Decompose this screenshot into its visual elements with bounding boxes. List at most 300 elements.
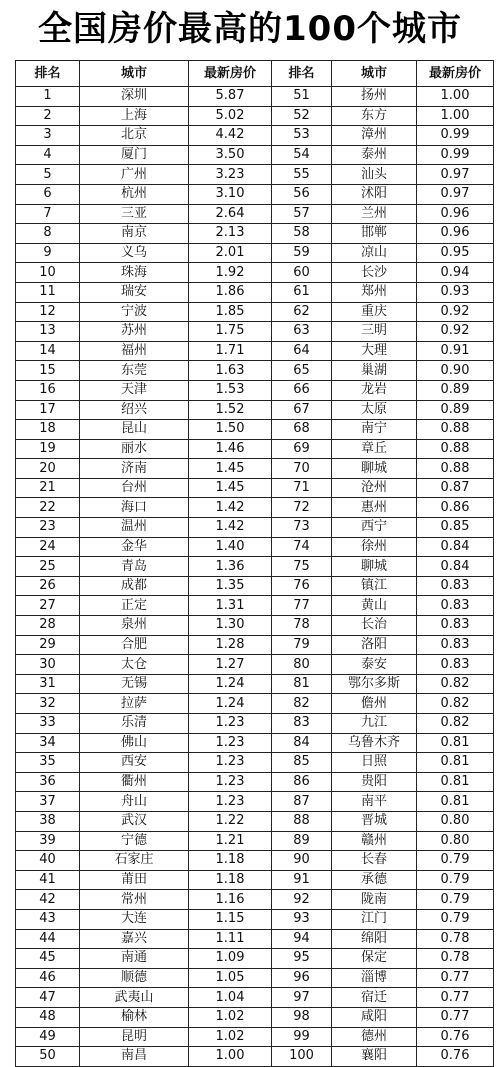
header-city-left: 城市 <box>80 61 189 87</box>
price-cell: 1.45 <box>189 459 272 479</box>
price-cell: 0.89 <box>417 380 494 400</box>
price-cell: 1.09 <box>189 949 272 969</box>
rank-cell: 77 <box>272 596 332 616</box>
price-cell: 0.85 <box>417 518 494 538</box>
table-row <box>16 204 494 224</box>
rank-cell: 22 <box>16 498 80 518</box>
table-row <box>16 1047 494 1067</box>
city-cell: 长沙 <box>332 263 417 283</box>
table-row <box>16 890 494 910</box>
price-cell: 1.05 <box>189 968 272 988</box>
price-cell: 1.63 <box>189 361 272 381</box>
city-cell: 武夷山 <box>80 988 189 1008</box>
rank-cell: 43 <box>16 909 80 929</box>
city-cell: 大理 <box>332 341 417 361</box>
rank-cell: 38 <box>16 811 80 831</box>
city-cell: 拉萨 <box>80 694 189 714</box>
city-cell: 凉山 <box>332 243 417 263</box>
rank-cell: 86 <box>272 772 332 792</box>
table-row <box>16 596 494 616</box>
rank-cell: 65 <box>272 361 332 381</box>
city-cell: 九江 <box>332 714 417 734</box>
rank-cell: 35 <box>16 753 80 773</box>
price-cell: 0.97 <box>417 184 494 204</box>
rank-cell: 99 <box>272 1027 332 1047</box>
rank-cell: 33 <box>16 714 80 734</box>
price-cell: 1.50 <box>189 420 272 440</box>
price-cell: 0.83 <box>417 616 494 636</box>
rank-cell: 95 <box>272 949 332 969</box>
city-cell: 嘉兴 <box>80 929 189 949</box>
rank-cell: 36 <box>16 772 80 792</box>
city-cell: 海口 <box>80 498 189 518</box>
city-cell: 义乌 <box>80 243 189 263</box>
table-row <box>16 282 494 302</box>
rank-cell: 15 <box>16 361 80 381</box>
rank-cell: 28 <box>16 616 80 636</box>
rank-cell: 70 <box>272 459 332 479</box>
rank-cell: 49 <box>16 1027 80 1047</box>
city-cell: 惠州 <box>332 498 417 518</box>
header-rank-left: 排名 <box>16 61 80 87</box>
city-cell: 龙岩 <box>332 380 417 400</box>
table-row <box>16 870 494 890</box>
price-cell: 0.80 <box>417 811 494 831</box>
rank-cell: 16 <box>16 380 80 400</box>
city-cell: 北京 <box>80 126 189 146</box>
city-cell: 金华 <box>80 537 189 557</box>
price-cell: 1.11 <box>189 929 272 949</box>
price-cell: 0.78 <box>417 949 494 969</box>
price-cell: 2.01 <box>189 243 272 263</box>
rank-cell: 12 <box>16 302 80 322</box>
rank-cell: 17 <box>16 400 80 420</box>
price-cell: 1.02 <box>189 1027 272 1047</box>
price-cell: 1.52 <box>189 400 272 420</box>
rank-cell: 73 <box>272 518 332 538</box>
city-cell: 舟山 <box>80 792 189 812</box>
rank-cell: 87 <box>272 792 332 812</box>
price-cell: 1.00 <box>189 1047 272 1067</box>
rank-cell: 84 <box>272 733 332 753</box>
price-cell: 0.79 <box>417 890 494 910</box>
table-row <box>16 184 494 204</box>
price-cell: 1.30 <box>189 616 272 636</box>
table-row <box>16 224 494 244</box>
table-body <box>16 87 494 1067</box>
price-cell: 1.35 <box>189 576 272 596</box>
city-cell: 徐州 <box>332 537 417 557</box>
table-row <box>16 498 494 518</box>
city-cell: 儋州 <box>332 694 417 714</box>
city-cell: 武汉 <box>80 811 189 831</box>
price-cell: 0.83 <box>417 635 494 655</box>
city-cell: 扬州 <box>332 87 417 107</box>
rank-cell: 37 <box>16 792 80 812</box>
city-cell: 上海 <box>80 106 189 126</box>
price-cell: 0.76 <box>417 1027 494 1047</box>
table-row <box>16 165 494 185</box>
rank-cell: 89 <box>272 831 332 851</box>
price-cell: 0.78 <box>417 929 494 949</box>
table-row <box>16 792 494 812</box>
rank-cell: 21 <box>16 478 80 498</box>
price-cell: 0.80 <box>417 831 494 851</box>
city-cell: 太仓 <box>80 655 189 675</box>
rank-cell: 56 <box>272 184 332 204</box>
city-cell: 厦门 <box>80 145 189 165</box>
price-cell: 1.71 <box>189 341 272 361</box>
city-cell: 南昌 <box>80 1047 189 1067</box>
table-row <box>16 968 494 988</box>
rank-cell: 97 <box>272 988 332 1008</box>
rank-cell: 91 <box>272 870 332 890</box>
ranking-table-container <box>15 60 493 1067</box>
price-cell: 1.27 <box>189 655 272 675</box>
city-cell: 晋城 <box>332 811 417 831</box>
table-row <box>16 733 494 753</box>
rank-cell: 57 <box>272 204 332 224</box>
rank-cell: 19 <box>16 439 80 459</box>
table-row <box>16 322 494 342</box>
ranking-table <box>15 60 494 1067</box>
price-cell: 0.84 <box>417 557 494 577</box>
price-cell: 0.79 <box>417 851 494 871</box>
price-cell: 0.87 <box>417 478 494 498</box>
rank-cell: 18 <box>16 420 80 440</box>
rank-cell: 78 <box>272 616 332 636</box>
city-cell: 陇南 <box>332 890 417 910</box>
rank-cell: 54 <box>272 145 332 165</box>
table-row <box>16 263 494 283</box>
header-price-left: 最新房价 <box>189 61 272 87</box>
rank-cell: 79 <box>272 635 332 655</box>
city-cell: 昆明 <box>80 1027 189 1047</box>
city-cell: 温州 <box>80 518 189 538</box>
city-cell: 丽水 <box>80 439 189 459</box>
rank-cell: 39 <box>16 831 80 851</box>
table-row <box>16 909 494 929</box>
rank-cell: 74 <box>272 537 332 557</box>
city-cell: 咸阳 <box>332 1007 417 1027</box>
rank-cell: 60 <box>272 263 332 283</box>
rank-cell: 8 <box>16 224 80 244</box>
table-row <box>16 576 494 596</box>
rank-cell: 24 <box>16 537 80 557</box>
rank-cell: 14 <box>16 341 80 361</box>
rank-cell: 48 <box>16 1007 80 1027</box>
rank-cell: 42 <box>16 890 80 910</box>
rank-cell: 96 <box>272 968 332 988</box>
price-cell: 3.50 <box>189 145 272 165</box>
price-cell: 0.77 <box>417 1007 494 1027</box>
city-cell: 南通 <box>80 949 189 969</box>
rank-cell: 6 <box>16 184 80 204</box>
price-cell: 1.31 <box>189 596 272 616</box>
city-cell: 珠海 <box>80 263 189 283</box>
price-cell: 0.81 <box>417 792 494 812</box>
price-cell: 1.40 <box>189 537 272 557</box>
city-cell: 深圳 <box>80 87 189 107</box>
city-cell: 淄博 <box>332 968 417 988</box>
table-row <box>16 674 494 694</box>
rank-cell: 52 <box>272 106 332 126</box>
city-cell: 杭州 <box>80 184 189 204</box>
city-cell: 沭阳 <box>332 184 417 204</box>
price-cell: 0.99 <box>417 126 494 146</box>
city-cell: 榆林 <box>80 1007 189 1027</box>
rank-cell: 67 <box>272 400 332 420</box>
table-row <box>16 87 494 107</box>
rank-cell: 30 <box>16 655 80 675</box>
rank-cell: 27 <box>16 596 80 616</box>
city-cell: 顺德 <box>80 968 189 988</box>
price-cell: 1.24 <box>189 674 272 694</box>
city-cell: 鄂尔多斯 <box>332 674 417 694</box>
city-cell: 贵阳 <box>332 772 417 792</box>
city-cell: 东方 <box>332 106 417 126</box>
city-cell: 镇江 <box>332 576 417 596</box>
price-cell: 0.96 <box>417 204 494 224</box>
city-cell: 宁波 <box>80 302 189 322</box>
city-cell: 黄山 <box>332 596 417 616</box>
city-cell: 台州 <box>80 478 189 498</box>
city-cell: 长治 <box>332 616 417 636</box>
price-cell: 0.81 <box>417 733 494 753</box>
table-row <box>16 831 494 851</box>
price-cell: 1.22 <box>189 811 272 831</box>
price-cell: 1.02 <box>189 1007 272 1027</box>
city-cell: 佛山 <box>80 733 189 753</box>
rank-cell: 1 <box>16 87 80 107</box>
rank-cell: 100 <box>272 1047 332 1067</box>
price-cell: 2.64 <box>189 204 272 224</box>
city-cell: 广州 <box>80 165 189 185</box>
rank-cell: 82 <box>272 694 332 714</box>
city-cell: 江门 <box>332 909 417 929</box>
price-cell: 0.83 <box>417 576 494 596</box>
city-cell: 苏州 <box>80 322 189 342</box>
rank-cell: 85 <box>272 753 332 773</box>
rank-cell: 31 <box>16 674 80 694</box>
table-row <box>16 145 494 165</box>
price-cell: 0.84 <box>417 537 494 557</box>
price-cell: 0.93 <box>417 282 494 302</box>
price-cell: 1.86 <box>189 282 272 302</box>
city-cell: 南京 <box>80 224 189 244</box>
price-cell: 0.96 <box>417 224 494 244</box>
city-cell: 泉州 <box>80 616 189 636</box>
price-cell: 0.79 <box>417 909 494 929</box>
header-rank-right: 排名 <box>272 61 332 87</box>
city-cell: 漳州 <box>332 126 417 146</box>
rank-cell: 61 <box>272 282 332 302</box>
price-cell: 3.23 <box>189 165 272 185</box>
price-cell: 1.00 <box>417 87 494 107</box>
city-cell: 合肥 <box>80 635 189 655</box>
rank-cell: 4 <box>16 145 80 165</box>
table-row <box>16 537 494 557</box>
city-cell: 泰州 <box>332 145 417 165</box>
city-cell: 昆山 <box>80 420 189 440</box>
city-cell: 长春 <box>332 851 417 871</box>
rank-cell: 25 <box>16 557 80 577</box>
rank-cell: 64 <box>272 341 332 361</box>
price-cell: 1.85 <box>189 302 272 322</box>
city-cell: 洛阳 <box>332 635 417 655</box>
city-cell: 西安 <box>80 753 189 773</box>
rank-cell: 76 <box>272 576 332 596</box>
price-cell: 0.91 <box>417 341 494 361</box>
price-cell: 0.79 <box>417 870 494 890</box>
rank-cell: 20 <box>16 459 80 479</box>
table-row <box>16 341 494 361</box>
city-cell: 邯郸 <box>332 224 417 244</box>
rank-cell: 88 <box>272 811 332 831</box>
price-cell: 0.99 <box>417 145 494 165</box>
price-cell: 1.16 <box>189 890 272 910</box>
city-cell: 重庆 <box>332 302 417 322</box>
table-row <box>16 361 494 381</box>
rank-cell: 44 <box>16 929 80 949</box>
price-cell: 0.88 <box>417 420 494 440</box>
rank-cell: 58 <box>272 224 332 244</box>
table-row <box>16 126 494 146</box>
price-cell: 0.89 <box>417 400 494 420</box>
table-row <box>16 420 494 440</box>
price-cell: 0.77 <box>417 988 494 1008</box>
rank-cell: 55 <box>272 165 332 185</box>
price-cell: 1.53 <box>189 380 272 400</box>
rank-cell: 98 <box>272 1007 332 1027</box>
city-cell: 宿迁 <box>332 988 417 1008</box>
price-cell: 0.95 <box>417 243 494 263</box>
city-cell: 沧州 <box>332 478 417 498</box>
price-cell: 0.88 <box>417 459 494 479</box>
city-cell: 襄阳 <box>332 1047 417 1067</box>
table-row <box>16 811 494 831</box>
price-cell: 0.83 <box>417 596 494 616</box>
city-cell: 无锡 <box>80 674 189 694</box>
rank-cell: 71 <box>272 478 332 498</box>
table-row <box>16 772 494 792</box>
rank-cell: 34 <box>16 733 80 753</box>
rank-cell: 9 <box>16 243 80 263</box>
rank-cell: 69 <box>272 439 332 459</box>
city-cell: 南平 <box>332 792 417 812</box>
city-cell: 乌鲁木齐 <box>332 733 417 753</box>
rank-cell: 75 <box>272 557 332 577</box>
price-cell: 2.13 <box>189 224 272 244</box>
table-header-row <box>16 61 494 87</box>
price-cell: 1.46 <box>189 439 272 459</box>
rank-cell: 53 <box>272 126 332 146</box>
rank-cell: 83 <box>272 714 332 734</box>
city-cell: 绵阳 <box>332 929 417 949</box>
city-cell: 郑州 <box>332 282 417 302</box>
price-cell: 0.81 <box>417 753 494 773</box>
price-cell: 1.36 <box>189 557 272 577</box>
price-cell: 1.00 <box>417 106 494 126</box>
price-cell: 5.02 <box>189 106 272 126</box>
city-cell: 西宁 <box>332 518 417 538</box>
city-cell: 德州 <box>332 1027 417 1047</box>
price-cell: 1.24 <box>189 694 272 714</box>
price-cell: 1.18 <box>189 870 272 890</box>
price-cell: 0.82 <box>417 694 494 714</box>
price-cell: 1.23 <box>189 753 272 773</box>
city-cell: 青岛 <box>80 557 189 577</box>
rank-cell: 66 <box>272 380 332 400</box>
table-row <box>16 302 494 322</box>
table-row <box>16 988 494 1008</box>
header-city-right: 城市 <box>332 61 417 87</box>
city-cell: 南宁 <box>332 420 417 440</box>
table-row <box>16 518 494 538</box>
city-cell: 衢州 <box>80 772 189 792</box>
city-cell: 大连 <box>80 909 189 929</box>
city-cell: 三明 <box>332 322 417 342</box>
rank-cell: 90 <box>272 851 332 871</box>
price-cell: 1.42 <box>189 518 272 538</box>
price-cell: 1.04 <box>189 988 272 1008</box>
table-row <box>16 243 494 263</box>
table-row <box>16 380 494 400</box>
table-row <box>16 1007 494 1027</box>
rank-cell: 2 <box>16 106 80 126</box>
price-cell: 0.92 <box>417 302 494 322</box>
price-cell: 1.92 <box>189 263 272 283</box>
price-cell: 0.77 <box>417 968 494 988</box>
city-cell: 宁德 <box>80 831 189 851</box>
table-row <box>16 635 494 655</box>
city-cell: 福州 <box>80 341 189 361</box>
city-cell: 东莞 <box>80 361 189 381</box>
city-cell: 兰州 <box>332 204 417 224</box>
price-cell: 0.86 <box>417 498 494 518</box>
rank-cell: 40 <box>16 851 80 871</box>
rank-cell: 26 <box>16 576 80 596</box>
rank-cell: 32 <box>16 694 80 714</box>
rank-cell: 10 <box>16 263 80 283</box>
table-row <box>16 459 494 479</box>
price-cell: 3.10 <box>189 184 272 204</box>
table-row <box>16 714 494 734</box>
header-price-right: 最新房价 <box>417 61 494 87</box>
table-row <box>16 929 494 949</box>
city-cell: 汕头 <box>332 165 417 185</box>
table-row <box>16 851 494 871</box>
city-cell: 正定 <box>80 596 189 616</box>
city-cell: 日照 <box>332 753 417 773</box>
price-cell: 1.23 <box>189 733 272 753</box>
rank-cell: 62 <box>272 302 332 322</box>
price-cell: 0.83 <box>417 655 494 675</box>
price-cell: 0.82 <box>417 714 494 734</box>
rank-cell: 92 <box>272 890 332 910</box>
table-row <box>16 478 494 498</box>
price-cell: 1.23 <box>189 714 272 734</box>
price-cell: 0.81 <box>417 772 494 792</box>
rank-cell: 13 <box>16 322 80 342</box>
city-cell: 瑞安 <box>80 282 189 302</box>
rank-cell: 68 <box>272 420 332 440</box>
rank-cell: 93 <box>272 909 332 929</box>
rank-cell: 47 <box>16 988 80 1008</box>
price-cell: 1.23 <box>189 792 272 812</box>
city-cell: 三亚 <box>80 204 189 224</box>
price-cell: 0.97 <box>417 165 494 185</box>
